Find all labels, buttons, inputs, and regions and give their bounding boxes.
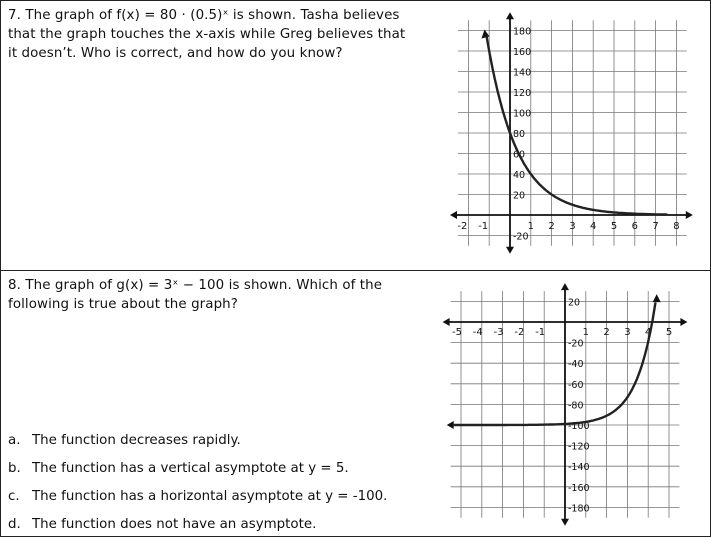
y-tick-label: -40 — [568, 359, 584, 371]
x-tick-label: 2 — [603, 327, 610, 338]
x-tick-label: -4 — [472, 327, 483, 338]
x-tick-label: 1 — [527, 221, 534, 232]
y-tick-label: 180 — [513, 26, 532, 38]
choice-c-text: The function has a horizontal asymptote at y = -100. — [32, 489, 388, 504]
y-tick-label: -140 — [568, 462, 590, 474]
choice-a-text: The function decreases rapidly. — [32, 433, 241, 448]
y-tick-label: 40 — [513, 170, 526, 181]
y-tick-label: -100 — [568, 421, 590, 432]
x-tick-label: 4 — [590, 221, 597, 232]
y-tick-label: -60 — [568, 379, 584, 391]
choice-d[interactable]: d. The function does not have an asymptote. — [8, 517, 317, 532]
x-axis-left-arrow — [443, 318, 450, 326]
x-tick-label: 5 — [610, 221, 618, 232]
x-tick-label: -1 — [478, 221, 489, 232]
y-tick-label: 60 — [513, 149, 526, 161]
x-tick-label: 3 — [569, 221, 576, 232]
x-tick-label: -2 — [514, 327, 525, 338]
question-8-curve-left-arrow — [447, 421, 454, 429]
y-tick-label: -180 — [568, 503, 590, 515]
x-tick-label: 1 — [582, 327, 589, 338]
x-tick-label: 2 — [548, 221, 555, 232]
question-8-tick-labels — [452, 297, 672, 514]
x-tick-label: 6 — [631, 221, 638, 232]
y-axis-bottom-arrow — [561, 519, 569, 526]
x-tick-label: -2 — [457, 221, 468, 232]
x-tick-label: -1 — [535, 327, 546, 338]
x-tick-label: -3 — [493, 327, 504, 338]
x-tick-label: -5 — [452, 327, 462, 338]
y-axis-top-arrow — [561, 283, 569, 290]
x-tick-label: 7 — [652, 221, 659, 232]
x-tick-label: 8 — [673, 221, 680, 232]
x-tick-label: 3 — [624, 327, 631, 338]
y-tick-label: 80 — [513, 129, 526, 140]
y-tick-label: 20 — [513, 190, 526, 202]
x-tick-label: 4 — [645, 327, 652, 338]
choice-a[interactable]: a. The function decreases rapidly. — [8, 433, 241, 448]
y-tick-label: 20 — [568, 297, 581, 309]
y-tick-label: 140 — [513, 67, 532, 79]
choice-b[interactable]: b. The function has a vertical asymptote at y = 5. — [8, 461, 349, 476]
y-tick-label: -80 — [568, 400, 584, 412]
choice-c[interactable]: c. The function has a horizontal asymptote at y = -100. — [8, 489, 388, 504]
y-tick-label: -160 — [568, 482, 590, 494]
question-8-function-curve — [454, 302, 656, 425]
y-tick-label: -120 — [568, 441, 590, 453]
y-tick-label: 100 — [513, 108, 532, 120]
y-tick-label: -20 — [513, 231, 529, 243]
choice-b-text: The function has a vertical asymptote at y = 5. — [32, 461, 349, 476]
question-8-text: 8. The graph of g(x) = 3ˣ − 100 is shown. Which of the following is true about the graph? — [8, 278, 383, 312]
x-tick-label: 5 — [665, 327, 673, 338]
choice-d-text: The function does not have an asymptote. — [32, 517, 317, 532]
question-8-curve-top-arrow — [653, 294, 661, 302]
y-tick-label: 160 — [513, 47, 532, 58]
x-axis-right-arrow — [680, 318, 687, 326]
question-7-text: 7. The graph of f(x) = 80 · (0.5)ˣ is shown. Tasha believes that the graph touches the x-axis while Greg believes that it doesn’t. Who is correct, and how do you know? — [8, 8, 406, 61]
y-tick-label: -20 — [568, 338, 584, 350]
y-tick-label: 120 — [513, 88, 532, 99]
